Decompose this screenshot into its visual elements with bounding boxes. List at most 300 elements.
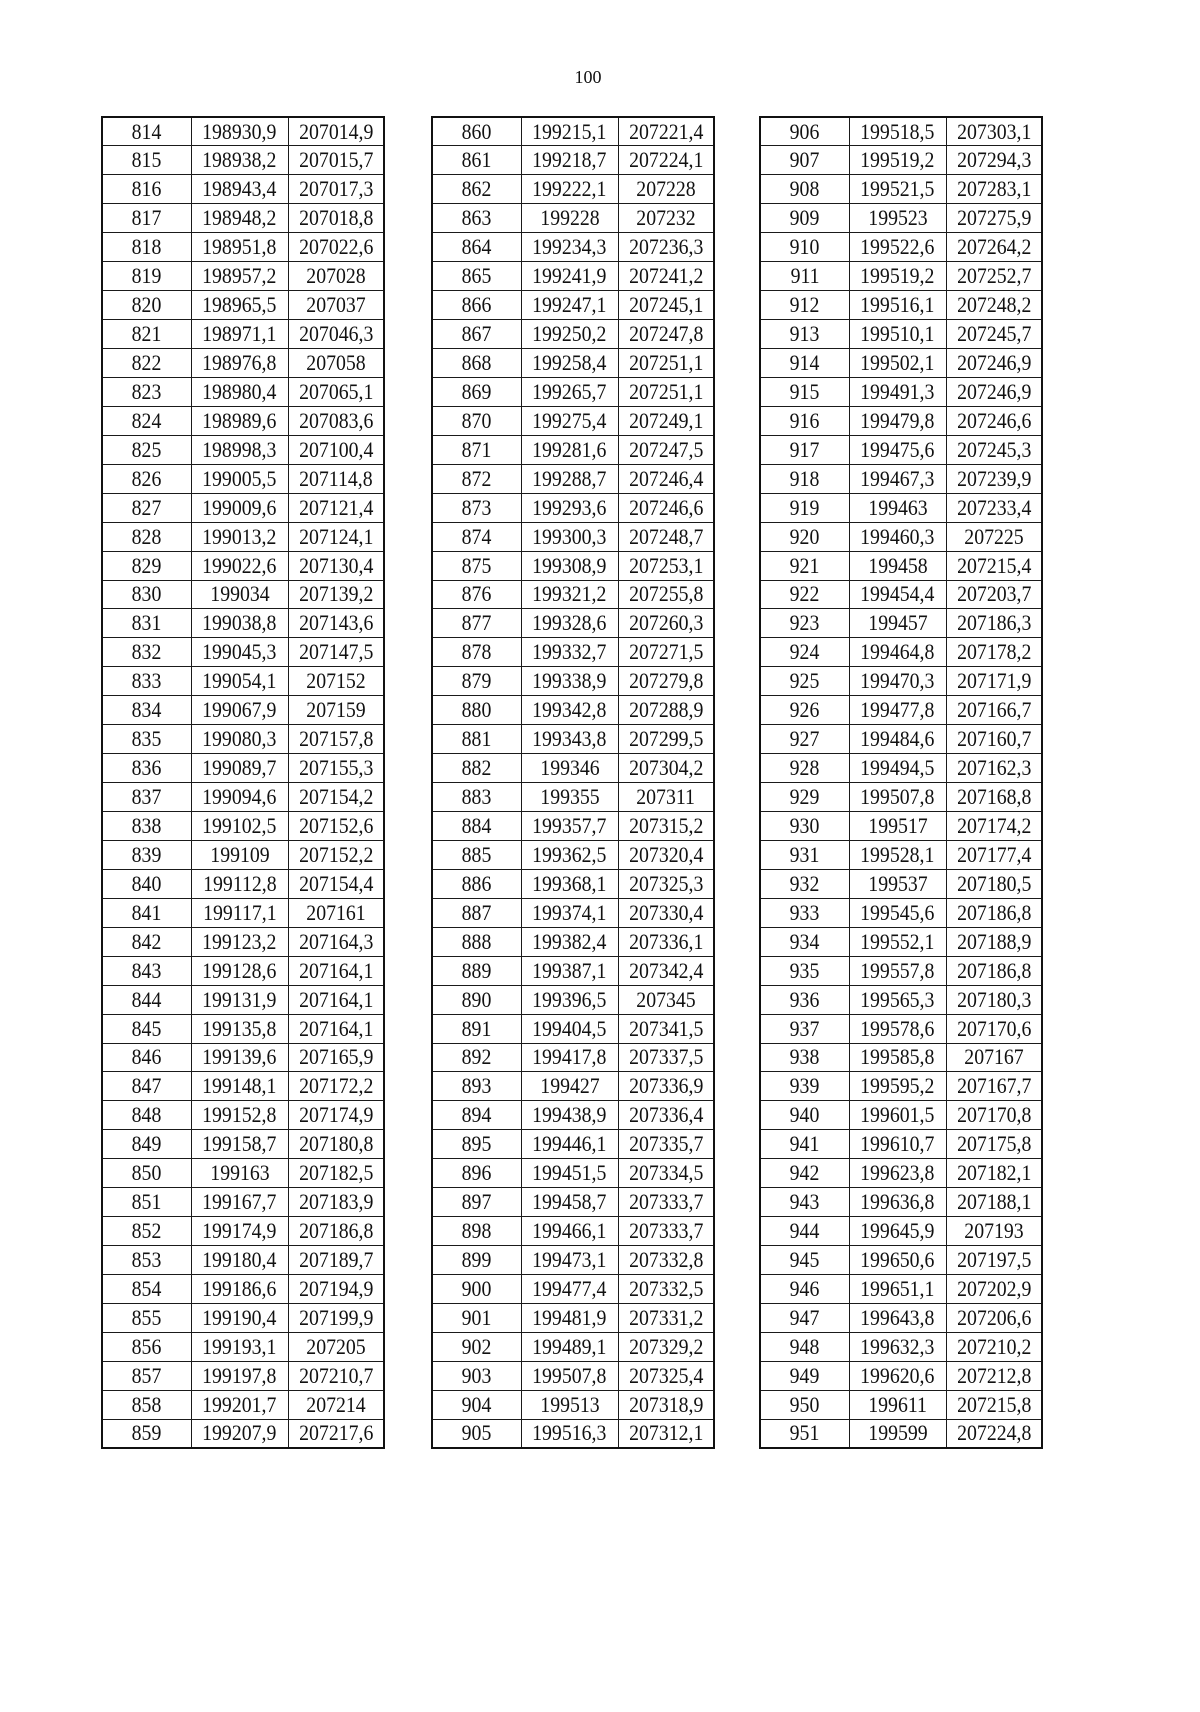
point-number-cell (432, 522, 521, 551)
point-number: 950 (789, 1391, 820, 1417)
x-coordinate-cell (521, 291, 618, 320)
point-number: 897 (461, 1189, 492, 1215)
point-number: 829 (131, 552, 162, 578)
y-coordinate-cell (946, 522, 1042, 551)
y-coordinate-cell (946, 812, 1042, 841)
table-row (432, 1101, 714, 1130)
table-row (760, 812, 1042, 841)
y-coordinate: 207342,4 (628, 957, 703, 983)
x-coordinate-cell (521, 1246, 618, 1275)
y-coordinate: 207247,8 (628, 321, 703, 347)
table-row (102, 146, 384, 175)
table-row (102, 493, 384, 522)
point-number-cell (432, 754, 521, 783)
x-coordinate-cell (521, 464, 618, 493)
y-coordinate-cell (288, 667, 384, 696)
point-number: 883 (461, 784, 492, 810)
x-coordinate-cell (191, 1332, 288, 1361)
y-coordinate-cell (288, 349, 384, 378)
point-number: 817 (131, 205, 162, 231)
table-row (432, 146, 714, 175)
point-number: 915 (789, 378, 820, 404)
table-row (102, 696, 384, 725)
y-coordinate: 207320,4 (628, 841, 703, 867)
x-coordinate-cell (849, 754, 946, 783)
y-coordinate-cell (618, 1043, 714, 1072)
table-row (760, 609, 1042, 638)
point-number: 870 (461, 407, 492, 433)
y-coordinate-cell (288, 406, 384, 435)
y-coordinate: 207139,2 (298, 581, 373, 607)
table-row (760, 667, 1042, 696)
point-number-cell (432, 464, 521, 493)
x-coordinate: 199355 (539, 784, 600, 810)
x-coordinate: 199275,4 (532, 407, 607, 433)
y-coordinate: 207159 (306, 697, 366, 723)
point-number-cell (432, 898, 521, 927)
table-row (102, 377, 384, 406)
y-coordinate: 207174,2 (956, 812, 1031, 838)
table-row (102, 609, 384, 638)
point-number: 864 (461, 234, 492, 260)
y-coordinate: 207165,9 (298, 1044, 373, 1070)
point-number: 873 (461, 494, 492, 520)
table-row (760, 898, 1042, 927)
x-coordinate-cell (191, 204, 288, 233)
point-number: 922 (789, 581, 820, 607)
point-number: 860 (461, 118, 492, 144)
point-number-cell (102, 551, 191, 580)
x-coordinate: 199467,3 (860, 465, 935, 491)
y-coordinate: 207311 (636, 784, 696, 810)
y-coordinate: 207130,4 (298, 552, 373, 578)
point-number: 865 (461, 263, 492, 289)
point-number: 923 (789, 610, 820, 636)
y-coordinate-cell (618, 1014, 714, 1043)
y-coordinate: 207164,1 (298, 986, 373, 1012)
point-number: 892 (461, 1044, 492, 1070)
x-coordinate-cell (849, 464, 946, 493)
y-coordinate-cell (288, 754, 384, 783)
x-coordinate-cell (521, 580, 618, 609)
point-number-cell (760, 117, 849, 146)
point-number-cell (432, 869, 521, 898)
y-coordinate: 207304,2 (628, 755, 703, 781)
coordinate-table-body (432, 117, 714, 1448)
x-coordinate: 199300,3 (532, 523, 607, 549)
table-row (760, 580, 1042, 609)
point-number: 946 (789, 1275, 820, 1301)
point-number-cell (102, 175, 191, 204)
y-coordinate-cell (288, 1419, 384, 1448)
point-number: 935 (789, 957, 820, 983)
y-coordinate: 207186,3 (956, 610, 1031, 636)
x-coordinate: 199038,8 (202, 610, 277, 636)
x-coordinate-cell (521, 522, 618, 551)
point-number: 943 (789, 1189, 820, 1215)
y-coordinate-cell (288, 1130, 384, 1159)
y-coordinate: 207160,7 (956, 726, 1031, 752)
point-number-cell (760, 783, 849, 812)
y-coordinate: 207167 (964, 1044, 1024, 1070)
x-coordinate: 199479,8 (860, 407, 935, 433)
y-coordinate: 207197,5 (956, 1247, 1031, 1273)
point-number-cell (432, 377, 521, 406)
y-coordinate-cell (618, 580, 714, 609)
x-coordinate-cell (191, 1217, 288, 1246)
y-coordinate: 207325,4 (628, 1362, 703, 1388)
point-number: 900 (461, 1275, 492, 1301)
table-row (760, 1303, 1042, 1332)
y-coordinate-cell (946, 927, 1042, 956)
x-coordinate: 199464,8 (860, 639, 935, 665)
point-number-cell (102, 783, 191, 812)
table-row (432, 696, 714, 725)
x-coordinate: 198957,2 (202, 263, 277, 289)
point-number: 881 (461, 726, 492, 752)
y-coordinate-cell (288, 1275, 384, 1304)
point-number-cell (760, 1332, 849, 1361)
point-number-cell (102, 493, 191, 522)
table-row (760, 146, 1042, 175)
y-coordinate-cell (946, 1419, 1042, 1448)
y-coordinate: 207154,4 (298, 870, 373, 896)
y-coordinate-cell (288, 927, 384, 956)
point-number: 833 (131, 668, 162, 694)
point-number-cell (102, 435, 191, 464)
x-coordinate-cell (191, 522, 288, 551)
point-number: 930 (789, 812, 820, 838)
x-coordinate-cell (191, 754, 288, 783)
y-coordinate-cell (618, 349, 714, 378)
y-coordinate: 207217,6 (298, 1420, 373, 1446)
x-coordinate: 199458 (867, 552, 928, 578)
point-number: 849 (131, 1131, 162, 1157)
y-coordinate: 207331,2 (628, 1304, 703, 1330)
x-coordinate-cell (849, 117, 946, 146)
point-number-cell (760, 291, 849, 320)
y-coordinate: 207188,1 (956, 1189, 1031, 1215)
x-coordinate-cell (521, 1014, 618, 1043)
point-number-cell (760, 1072, 849, 1101)
table-row (102, 812, 384, 841)
y-coordinate-cell (618, 898, 714, 927)
point-number: 949 (789, 1362, 820, 1388)
y-coordinate: 207299,5 (628, 726, 703, 752)
y-coordinate: 207152,2 (298, 841, 373, 867)
y-coordinate: 207124,1 (298, 523, 373, 549)
x-coordinate-cell (521, 377, 618, 406)
y-coordinate: 207180,5 (956, 870, 1031, 896)
x-coordinate: 199481,9 (532, 1304, 607, 1330)
point-number: 896 (461, 1160, 492, 1186)
table-row (432, 638, 714, 667)
x-coordinate: 199190,4 (202, 1304, 277, 1330)
x-coordinate: 199523 (867, 205, 928, 231)
y-coordinate: 207260,3 (628, 610, 703, 636)
y-coordinate-cell (618, 262, 714, 291)
table-row (760, 1390, 1042, 1419)
y-coordinate-cell (946, 869, 1042, 898)
x-coordinate-cell (849, 1014, 946, 1043)
point-number: 861 (461, 147, 492, 173)
x-coordinate: 199463 (867, 494, 928, 520)
y-coordinate: 207239,9 (956, 465, 1031, 491)
y-coordinate-cell (288, 1043, 384, 1072)
point-number-cell (102, 291, 191, 320)
x-coordinate: 199516,3 (532, 1420, 607, 1446)
point-number: 941 (789, 1131, 820, 1157)
x-coordinate: 199489,1 (532, 1333, 607, 1359)
y-coordinate: 207210,2 (956, 1333, 1031, 1359)
x-coordinate: 199080,3 (202, 726, 277, 752)
x-coordinate-cell (191, 1130, 288, 1159)
table-row (102, 435, 384, 464)
point-number: 884 (461, 812, 492, 838)
x-coordinate-cell (521, 1217, 618, 1246)
y-coordinate: 207248,7 (628, 523, 703, 549)
point-number: 856 (131, 1333, 162, 1359)
x-coordinate-cell (191, 291, 288, 320)
point-number: 824 (131, 407, 162, 433)
x-coordinate-cell (849, 175, 946, 204)
y-coordinate-cell (946, 406, 1042, 435)
x-coordinate-cell (191, 783, 288, 812)
table-row (760, 783, 1042, 812)
point-number-cell (760, 985, 849, 1014)
x-coordinate: 199207,9 (202, 1420, 277, 1446)
point-number-cell (102, 638, 191, 667)
y-coordinate-cell (946, 985, 1042, 1014)
y-coordinate-cell (618, 291, 714, 320)
y-coordinate-cell (946, 956, 1042, 985)
point-number: 934 (789, 928, 820, 954)
y-coordinate: 207178,2 (956, 639, 1031, 665)
table-row (760, 1246, 1042, 1275)
y-coordinate: 207046,3 (298, 321, 373, 347)
table-row (760, 175, 1042, 204)
table-row (102, 175, 384, 204)
y-coordinate-cell (946, 435, 1042, 464)
point-number-cell (760, 1130, 849, 1159)
y-coordinate: 207236,3 (628, 234, 703, 260)
x-coordinate-cell (191, 1014, 288, 1043)
point-number: 902 (461, 1333, 492, 1359)
point-number: 874 (461, 523, 492, 549)
x-coordinate-cell (191, 1419, 288, 1448)
x-coordinate: 199131,9 (202, 986, 277, 1012)
y-coordinate-cell (288, 464, 384, 493)
y-coordinate: 207182,1 (956, 1160, 1031, 1186)
y-coordinate: 207330,4 (628, 899, 703, 925)
point-number-cell (760, 1246, 849, 1275)
x-coordinate: 199054,1 (202, 668, 277, 694)
x-coordinate-cell (521, 1390, 618, 1419)
x-coordinate: 199557,8 (860, 957, 935, 983)
point-number-cell (432, 725, 521, 754)
y-coordinate: 207233,4 (956, 494, 1031, 520)
x-coordinate-cell (849, 1332, 946, 1361)
x-coordinate-cell (849, 320, 946, 349)
table-row (432, 609, 714, 638)
x-coordinate: 199502,1 (860, 349, 935, 375)
x-coordinate-cell (521, 1043, 618, 1072)
x-coordinate: 199610,7 (860, 1131, 935, 1157)
x-coordinate-cell (849, 1043, 946, 1072)
table-row (102, 1361, 384, 1390)
y-coordinate: 207152 (306, 668, 366, 694)
point-number-cell (102, 667, 191, 696)
x-coordinate-cell (521, 812, 618, 841)
y-coordinate: 207248,2 (956, 292, 1031, 318)
x-coordinate-cell (849, 898, 946, 927)
x-coordinate-cell (521, 349, 618, 378)
table-row (760, 1217, 1042, 1246)
y-coordinate: 207162,3 (956, 755, 1031, 781)
table-row (102, 1303, 384, 1332)
point-number-cell (432, 1275, 521, 1304)
x-coordinate: 198938,2 (202, 147, 277, 173)
x-coordinate: 199387,1 (532, 957, 607, 983)
table-row (760, 551, 1042, 580)
y-coordinate-cell (946, 754, 1042, 783)
point-number: 852 (131, 1218, 162, 1244)
point-number: 834 (131, 697, 162, 723)
y-coordinate-cell (288, 1303, 384, 1332)
point-number: 912 (789, 292, 820, 318)
point-number-cell (102, 464, 191, 493)
y-coordinate-cell (288, 956, 384, 985)
x-coordinate: 199507,8 (860, 784, 935, 810)
x-coordinate: 199518,5 (860, 118, 935, 144)
x-coordinate-cell (521, 725, 618, 754)
point-number: 858 (131, 1391, 162, 1417)
point-number: 910 (789, 234, 820, 260)
point-number: 859 (131, 1420, 162, 1446)
point-number: 816 (131, 176, 162, 202)
x-coordinate-cell (521, 551, 618, 580)
y-coordinate-cell (618, 1188, 714, 1217)
y-coordinate: 207303,1 (956, 118, 1031, 144)
y-coordinate-cell (288, 320, 384, 349)
x-coordinate-cell (191, 551, 288, 580)
x-coordinate-cell (849, 493, 946, 522)
point-number: 904 (461, 1391, 492, 1417)
table-row (102, 1043, 384, 1072)
x-coordinate: 199117,1 (202, 899, 277, 925)
y-coordinate: 207018,8 (298, 205, 373, 231)
point-number: 815 (131, 147, 162, 173)
y-coordinate: 207152,6 (298, 812, 373, 838)
x-coordinate: 199516,1 (860, 292, 935, 318)
y-coordinate: 207189,7 (298, 1247, 373, 1273)
coordinate-table-2 (431, 116, 715, 1449)
point-number-cell (760, 696, 849, 725)
x-coordinate: 199454,4 (860, 581, 935, 607)
point-number: 916 (789, 407, 820, 433)
point-number: 926 (789, 697, 820, 723)
point-number: 872 (461, 465, 492, 491)
y-coordinate: 207334,5 (628, 1160, 703, 1186)
point-number-cell (102, 1217, 191, 1246)
y-coordinate: 207252,7 (956, 263, 1031, 289)
y-coordinate: 207215,8 (956, 1391, 1031, 1417)
table-row (102, 1217, 384, 1246)
y-coordinate: 207318,9 (628, 1391, 703, 1417)
point-number-cell (760, 1361, 849, 1390)
y-coordinate-cell (288, 146, 384, 175)
x-coordinate: 199034 (209, 581, 270, 607)
x-coordinate: 199537 (867, 870, 928, 896)
point-number-cell (760, 1275, 849, 1304)
x-coordinate: 199222,1 (532, 176, 607, 202)
y-coordinate-cell (618, 551, 714, 580)
x-coordinate-cell (191, 435, 288, 464)
y-coordinate-cell (946, 580, 1042, 609)
point-number-cell (432, 667, 521, 696)
table-row (102, 869, 384, 898)
x-coordinate-cell (191, 927, 288, 956)
table-row (102, 204, 384, 233)
table-row (760, 435, 1042, 464)
y-coordinate: 207164,1 (298, 1015, 373, 1041)
point-number: 917 (789, 436, 820, 462)
y-coordinate: 207246,9 (956, 349, 1031, 375)
point-number: 875 (461, 552, 492, 578)
point-number-cell (432, 812, 521, 841)
point-number-cell (432, 435, 521, 464)
y-coordinate: 207245,1 (628, 292, 703, 318)
point-number-cell (432, 146, 521, 175)
point-number-cell (760, 1014, 849, 1043)
y-coordinate: 207194,9 (298, 1275, 373, 1301)
table-row (102, 580, 384, 609)
point-number: 925 (789, 668, 820, 694)
x-coordinate: 199109 (209, 841, 270, 867)
table-row (102, 783, 384, 812)
table-row (102, 117, 384, 146)
y-coordinate-cell (288, 204, 384, 233)
point-number: 826 (131, 465, 162, 491)
x-coordinate-cell (191, 667, 288, 696)
table-row (432, 262, 714, 291)
y-coordinate-cell (618, 1217, 714, 1246)
table-row (432, 667, 714, 696)
x-coordinate-cell (521, 1303, 618, 1332)
x-coordinate: 199250,2 (532, 321, 607, 347)
table-row (432, 117, 714, 146)
y-coordinate-cell (618, 493, 714, 522)
point-number-cell (760, 233, 849, 262)
point-number-cell (760, 1390, 849, 1419)
table-row (102, 985, 384, 1014)
y-coordinate-cell (946, 117, 1042, 146)
table-row (432, 1072, 714, 1101)
point-number: 891 (461, 1015, 492, 1041)
table-row (760, 291, 1042, 320)
y-coordinate-cell (618, 464, 714, 493)
y-coordinate-cell (946, 1217, 1042, 1246)
y-coordinate: 207206,6 (956, 1304, 1031, 1330)
table-row (102, 725, 384, 754)
table-row (102, 956, 384, 985)
x-coordinate: 199507,8 (532, 1362, 607, 1388)
point-number: 901 (461, 1304, 492, 1330)
y-coordinate-cell (946, 175, 1042, 204)
y-coordinate: 207114,8 (298, 465, 373, 491)
point-number-cell (432, 551, 521, 580)
x-coordinate: 199519,2 (860, 147, 935, 173)
